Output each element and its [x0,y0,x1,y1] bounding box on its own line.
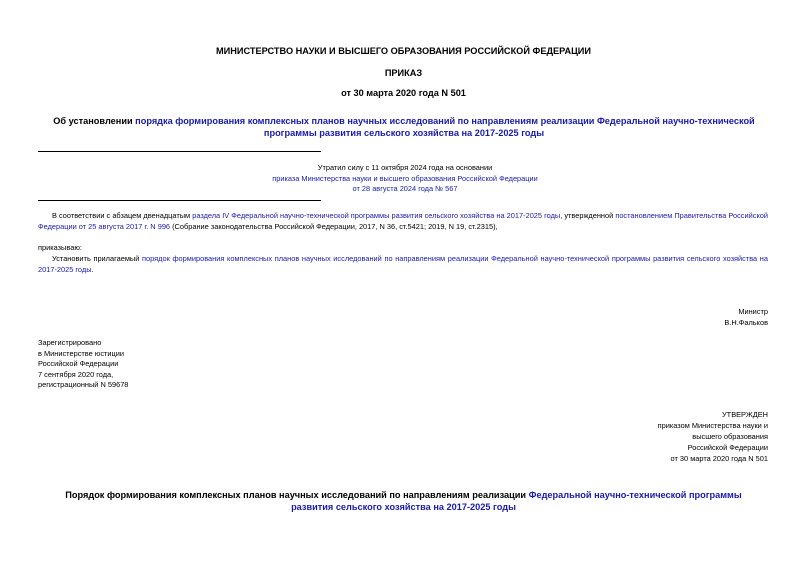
appendix-title-link[interactable]: Федеральной научно-технической программы развития сельского хозяйства на 2017-2025 годы [291,490,742,512]
approval-line: приказом Министерства науки и [657,421,768,430]
signature-name: В.Н.Фальков [724,318,768,327]
clause-paragraph [38,254,768,275]
preamble-text-1: В соответствии с абзацем двенадцатым [52,211,193,220]
status-note [210,163,600,195]
status-note-link[interactable]: приказа Министерства науки и высшего образования Российской Федерации [272,173,538,183]
registration-line: в Министерстве юстиции [38,348,125,358]
doc-date-number: от 30 марта 2020 года N 501 [341,88,466,98]
doc-type-heading: ПРИКАЗ [384,68,423,78]
approval-line: высшего образования [692,432,768,441]
clause-text-1: Установить прилагаемый [52,254,143,263]
preamble-text-2: , утвержденной [560,211,616,220]
appendix-title [50,489,757,513]
ministry-heading: МИНИСТЕРСТВО НАУКИ И ВЫСШЕГО ОБРАЗОВАНИЯ РОССИЙСКОЙ ФЕДЕРАЦИИ [215,46,591,56]
status-note-line1: Утратил силу с 11 октября 2024 года на основании [317,163,493,172]
approval-line: Российской Федерации [687,443,768,452]
status-note-link-date[interactable]: от 28 августа 2024 года № 567 [352,184,458,193]
divider-bottom [38,200,321,201]
registration-block [38,338,128,391]
title-link[interactable]: порядка формирования комплексных планов научных исследований по направлениям реализации Федеральной научно-технической программы развития сельского хозяйства на 2017-2025 годы [135,116,755,138]
order-word: приказываю: [38,243,82,252]
registration-line: регистрационный N 59678 [38,380,129,389]
registration-line: Зарегистрировано [38,338,102,347]
clause-text-2: . [91,264,94,274]
approval-line: УТВЕРЖДЕН [721,410,768,419]
title-prefix: Об установлении [53,116,136,126]
preamble-paragraph [38,211,768,232]
clause-link[interactable]: порядок формирования комплексных планов научных исследований по направлениям реализации Федеральной научно-технической программы развития сельского хозяйства на 2017-2025 годы [38,254,768,274]
signature-position: Министр [738,307,768,316]
approval-line: от 30 марта 2020 года N 501 [670,454,768,463]
registration-line: Российской Федерации [38,359,119,368]
appendix-title-prefix: Порядок формирования комплексных планов научных исследований по направлениям реализации [65,490,529,500]
registration-line: 7 сентября 2020 года, [38,369,114,379]
preamble-text-3: (Собрание законодательства Российской Федерации, 2017, N 36, ст.5421; 2019, N 19, ст.2315), [170,221,498,231]
divider-top [38,151,321,152]
approval-block [658,409,768,464]
document-title [34,115,774,139]
signature-block [724,306,768,328]
preamble-link-resolution[interactable]: постановлением Правительства Российской Федерации от 25 августа 2017 г. N 996 [38,211,768,231]
preamble-link-program[interactable]: раздела IV Федеральной научно-технической программы развития сельского хозяйства на 2017-2025 годы [192,211,561,220]
